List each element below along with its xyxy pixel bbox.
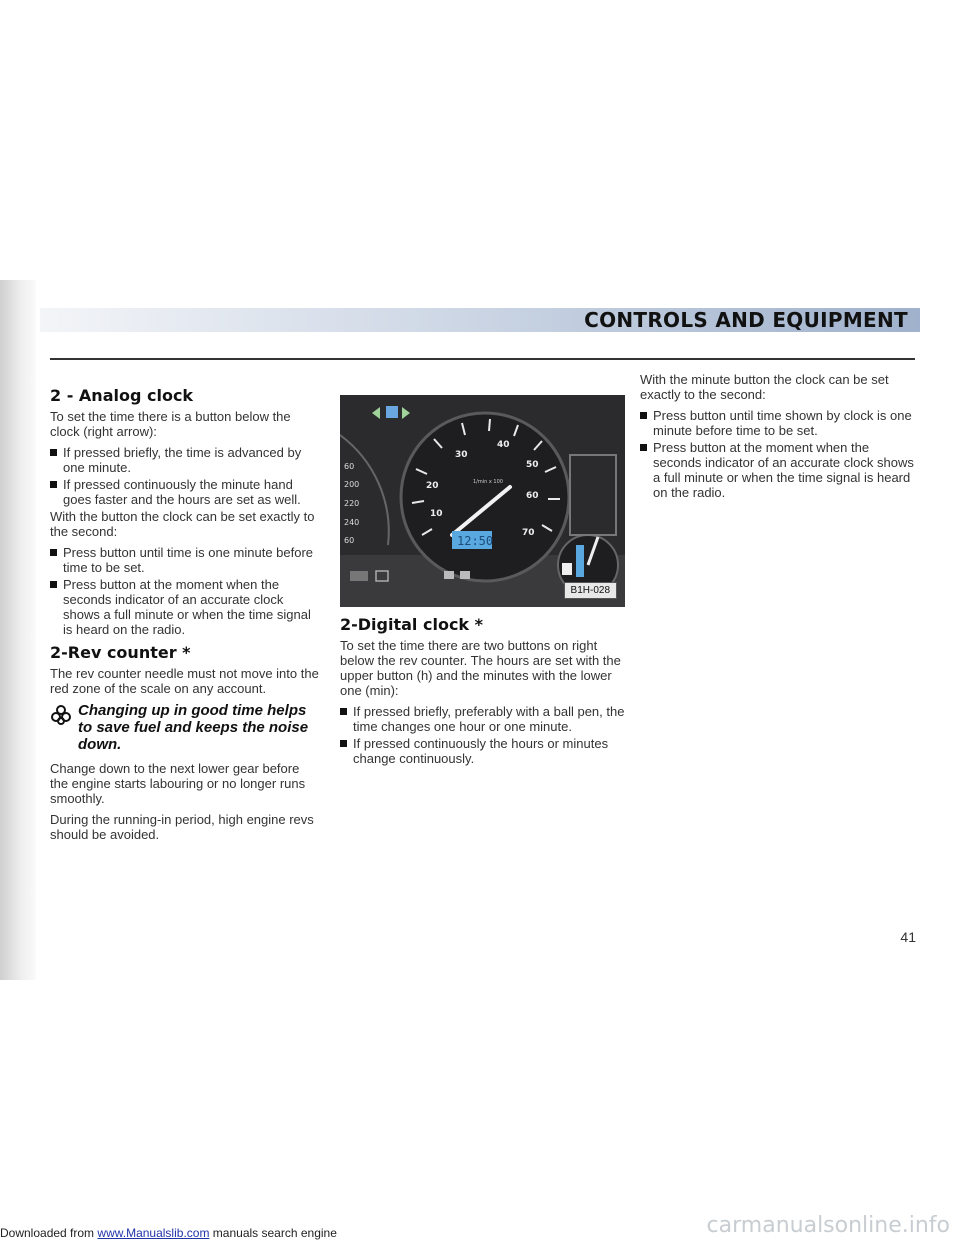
- speedo-label: 200: [344, 480, 360, 489]
- page-number: 41: [900, 929, 916, 945]
- dial-number: 50: [526, 460, 539, 470]
- analog-set-second: With the button the clock can be set exactly to the second:: [50, 509, 315, 539]
- list-item: If pressed briefly, the time is advanced by one minute.: [50, 445, 320, 475]
- list-item: Press button until time is one minute before time to be set.: [50, 545, 320, 575]
- dial-number: 60: [526, 491, 539, 501]
- list-item: Press button until time shown by clock is one minute before time to be set.: [640, 408, 915, 438]
- speedo-label: 60: [344, 536, 355, 545]
- bullet-icon: [640, 444, 647, 451]
- figure-label: B1H-028: [564, 582, 617, 599]
- digital-clock-heading: 2-Digital clock *: [340, 615, 483, 634]
- left-column: [50, 388, 320, 848]
- list-item: Press button at the moment when the seconds indicator of an accurate clock shows a full minute or when the time signal is heard on the radio.: [50, 577, 320, 637]
- list-item: If pressed continuously the minute hand goes faster and the hours are set as well.: [50, 477, 320, 507]
- list-item: If pressed continuously the hours or minutes change continuously.: [340, 736, 625, 766]
- bullet-icon: [50, 449, 57, 456]
- right-intro: With the minute button the clock can be set exactly to the second:: [640, 372, 889, 402]
- analog-intro: To set the time there is a button below the clock (right arrow):: [50, 409, 291, 439]
- speedo-label: 220: [344, 499, 360, 508]
- bullet-icon: [50, 581, 57, 588]
- bullet-icon: [50, 549, 57, 556]
- dial-number: 40: [497, 440, 510, 450]
- list-item: If pressed briefly, preferably with a ball pen, the time changes one hour or one minute.: [340, 704, 625, 734]
- rev-counter-heading: 2-Rev counter *: [50, 643, 191, 662]
- bullet-icon: [50, 481, 57, 488]
- bullet-icon: [340, 740, 347, 747]
- middle-column: [340, 617, 625, 768]
- watermark: carmanualsonline.info: [706, 1213, 950, 1238]
- footer-suffix: manuals search engine: [212, 1226, 337, 1240]
- header-rule: [50, 358, 915, 360]
- section-title: CONTROLS AND EQUIPMENT: [584, 308, 908, 332]
- change-down-text: Change down to the next lower gear before the engine starts labouring or no longer runs smoothly.: [50, 761, 306, 806]
- page-binding-shadow: [0, 280, 36, 980]
- download-footer: [0, 1226, 337, 1240]
- right-column: [640, 372, 915, 502]
- running-in-text: During the running-in period, high engine revs should be avoided.: [50, 812, 314, 842]
- dial-unit: 1/min x 100: [473, 479, 503, 485]
- analog-clock-heading: 2 - Analog clock: [50, 386, 194, 405]
- bullet-icon: [340, 708, 347, 715]
- dial-number: 70: [522, 528, 535, 538]
- bullet-icon: [640, 412, 647, 419]
- lcd-time: 12:50: [457, 534, 494, 548]
- dial-number: 30: [455, 450, 468, 460]
- instrument-cluster-figure: [340, 395, 625, 607]
- dial-number: 20: [426, 481, 439, 491]
- dial-number: 10: [430, 509, 443, 519]
- rev-counter-text: The rev counter needle must not move into the red zone of the scale on any account.: [50, 666, 319, 696]
- digital-intro: To set the time there are two buttons on right below the rev counter. The hours are set with the upper button (h) and the minutes with the lower one (min):: [340, 638, 621, 698]
- speedo-label: 60: [344, 462, 355, 471]
- footer-prefix: Downloaded from: [0, 1226, 95, 1240]
- manualslib-link[interactable]: www.Manualslib.com: [97, 1226, 210, 1240]
- list-item: Press button at the moment when the seconds indicator of an accurate clock shows a full minute or when the time signal is heard on the radio.: [640, 440, 915, 500]
- instrument-cluster-drawing: [340, 395, 625, 607]
- fuel-tip: Changing up in good time helps to save fuel and keeps the noise down.: [50, 702, 320, 753]
- leaf-icon: [50, 704, 72, 726]
- speedo-label: 240: [344, 518, 360, 527]
